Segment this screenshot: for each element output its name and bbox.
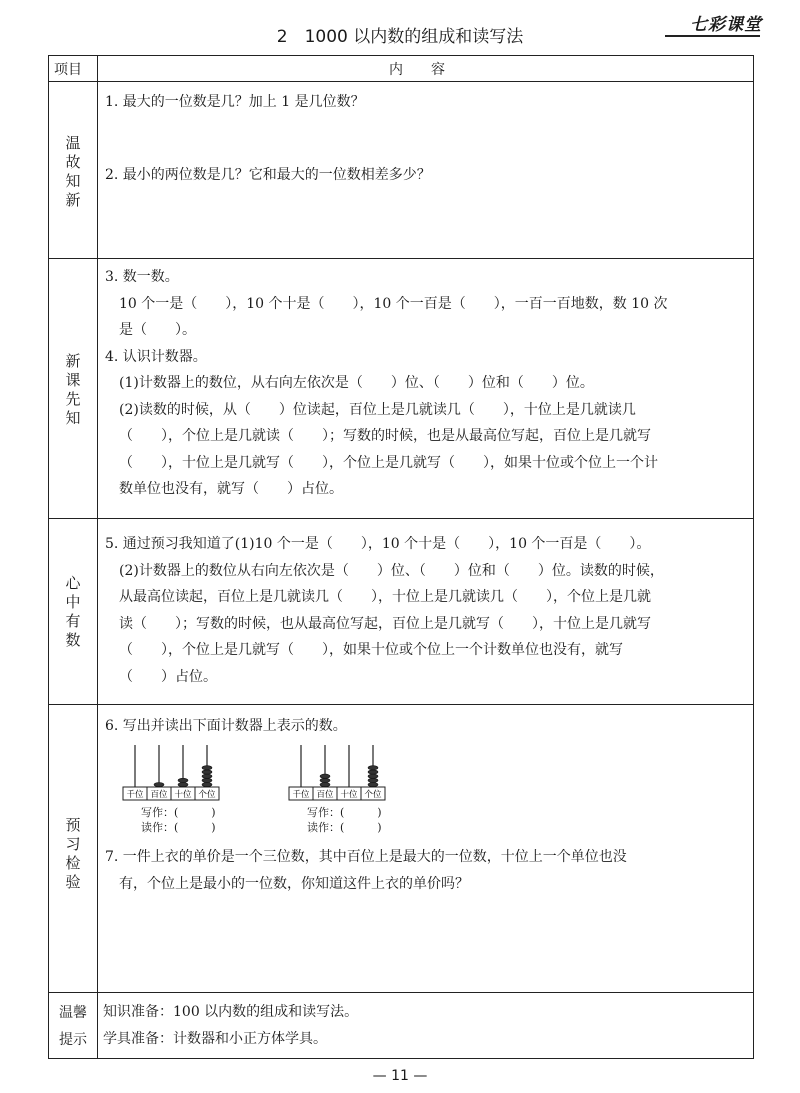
abacus-1-read: 读作：( ) [141, 821, 216, 834]
abacus-place-label: 百位 [316, 790, 334, 800]
tips-line-2: 学具准备：计数器和小正方体学具。 [103, 1030, 327, 1047]
abacus-place-label: 个位 [364, 790, 382, 800]
abacus-bead [368, 774, 378, 778]
tips-line-1: 知识准备：100 以内数的组成和读写法。 [103, 1004, 359, 1020]
preview-content [105, 713, 747, 740]
abacus-bead [368, 770, 378, 774]
abacus-bead [202, 783, 212, 787]
section-label-mind: 心中有数 [65, 574, 81, 649]
new-line: 数单位也没有，就写（ ）占位。 [119, 481, 343, 497]
new-content [105, 264, 747, 503]
section-label-preview: 预习检验 [65, 816, 81, 891]
mind-line: 从最高位读起，百位上是几就读几（ ），十位上是几就读几（ ），个位上是几就 [119, 589, 651, 605]
question-1: 1. 最大的一位数是几？加上 1 是几位数？ [105, 94, 365, 110]
abacus-bead [202, 774, 212, 778]
abacus-bead [178, 778, 188, 782]
question-7-line2: 有，个位上是最小的一位数，你知道这件上衣的单价吗？ [119, 875, 469, 892]
section-label-tips: 温馨提示 [59, 1005, 87, 1048]
header-item: 项目 [54, 62, 82, 78]
mind-line: （ ）占位。 [119, 668, 217, 685]
abacus-bead [202, 770, 212, 774]
mind-content [105, 531, 747, 690]
abacus-place-label: 千位 [126, 790, 144, 800]
worksheet-table [48, 55, 754, 1059]
abacus-place-label: 个位 [198, 790, 216, 800]
abacus-place-label: 十位 [174, 790, 192, 800]
new-line: 10 个一是（ ），10 个十是（ ），10 个一百是（ ），一百一百地数，数 10 次 [119, 295, 668, 312]
brand-logo: 七彩课堂 [690, 15, 762, 35]
mind-line: 5. 通过预习我知道了(1)10 个一是（ ），10 个十是（ ），10 个一百是（ ）。 [105, 536, 651, 552]
page-number: — 11 — [372, 1068, 428, 1084]
section-label-new: 新课先知 [65, 352, 81, 427]
abacus-bead [320, 778, 330, 782]
section-label-review: 温故知新 [65, 134, 81, 209]
abacus-bead [202, 766, 212, 770]
mind-line: (2)计数器上的数位从右向左依次是（ ）位、（ ）位和（ ）位。读数的时候， [119, 562, 664, 579]
question-2: 2. 最小的两位数是几？它和最大的一位数相差多少？ [105, 166, 431, 183]
new-line: （ ），十位上是几就写（ ），个位上是几就写（ ），如果十位或个位上一个计 [119, 454, 658, 471]
mind-line: 读（ ）；写数的时候，也从最高位写起，百位上是几就写（ ），十位上是几就写 [119, 615, 651, 632]
row-divider [49, 704, 753, 705]
row-divider [49, 258, 753, 259]
abacus-bead [320, 783, 330, 787]
page-title: 2 1000 以内数的组成和读写法 [276, 27, 524, 47]
row-divider [49, 992, 753, 993]
tips-content [103, 999, 747, 1052]
abacus-bead [368, 783, 378, 787]
new-line: 是（ ）。 [119, 322, 196, 338]
row-divider [49, 518, 753, 519]
preview-q7 [105, 844, 747, 897]
abacus-bead [368, 778, 378, 782]
question-7-line1: 7. 一件上衣的单价是一个三位数，其中百位上是最大的一位数，十位上一个单位也没 [105, 849, 627, 865]
mind-line: （ ），个位上是几就写（ ），如果十位或个位上一个计数单位也没有，就写 [119, 642, 623, 658]
abacus-bead [320, 774, 330, 778]
new-line: (2)读数的时候，从（ ）位读起，百位上是几就读几（ ），十位上是几就读几 [119, 401, 636, 418]
row-divider [49, 81, 753, 82]
abacus-2-read: 读作：( ) [307, 821, 382, 834]
new-line: 3. 数一数。 [105, 269, 179, 285]
new-line: 4. 认识计数器。 [105, 348, 207, 365]
new-line: (1)计数器上的数位，从右向左依次是（ ）位、（ ）位和（ ）位。 [119, 375, 594, 391]
abacus-place-label: 千位 [292, 790, 310, 800]
review-content [105, 89, 747, 188]
abacus-bead [202, 778, 212, 782]
brand-underline [665, 35, 760, 37]
abacus-bead [178, 783, 188, 787]
abacus-2-write: 写作：( ) [307, 806, 382, 819]
header-content: 内 容 [389, 62, 445, 78]
abacus-bead [154, 783, 164, 787]
column-divider [97, 56, 98, 1058]
abacus-bead [368, 766, 378, 770]
abacus-place-label: 百位 [150, 790, 168, 800]
question-6: 6. 写出并读出下面计数器上表示的数。 [105, 718, 347, 734]
abacus-place-label: 十位 [340, 790, 358, 800]
abacus-1-write: 写作：( ) [141, 806, 216, 819]
new-line: （ ），个位上是几就读（ ）；写数的时候，也是从最高位写起，百位上是几就写 [119, 428, 651, 444]
